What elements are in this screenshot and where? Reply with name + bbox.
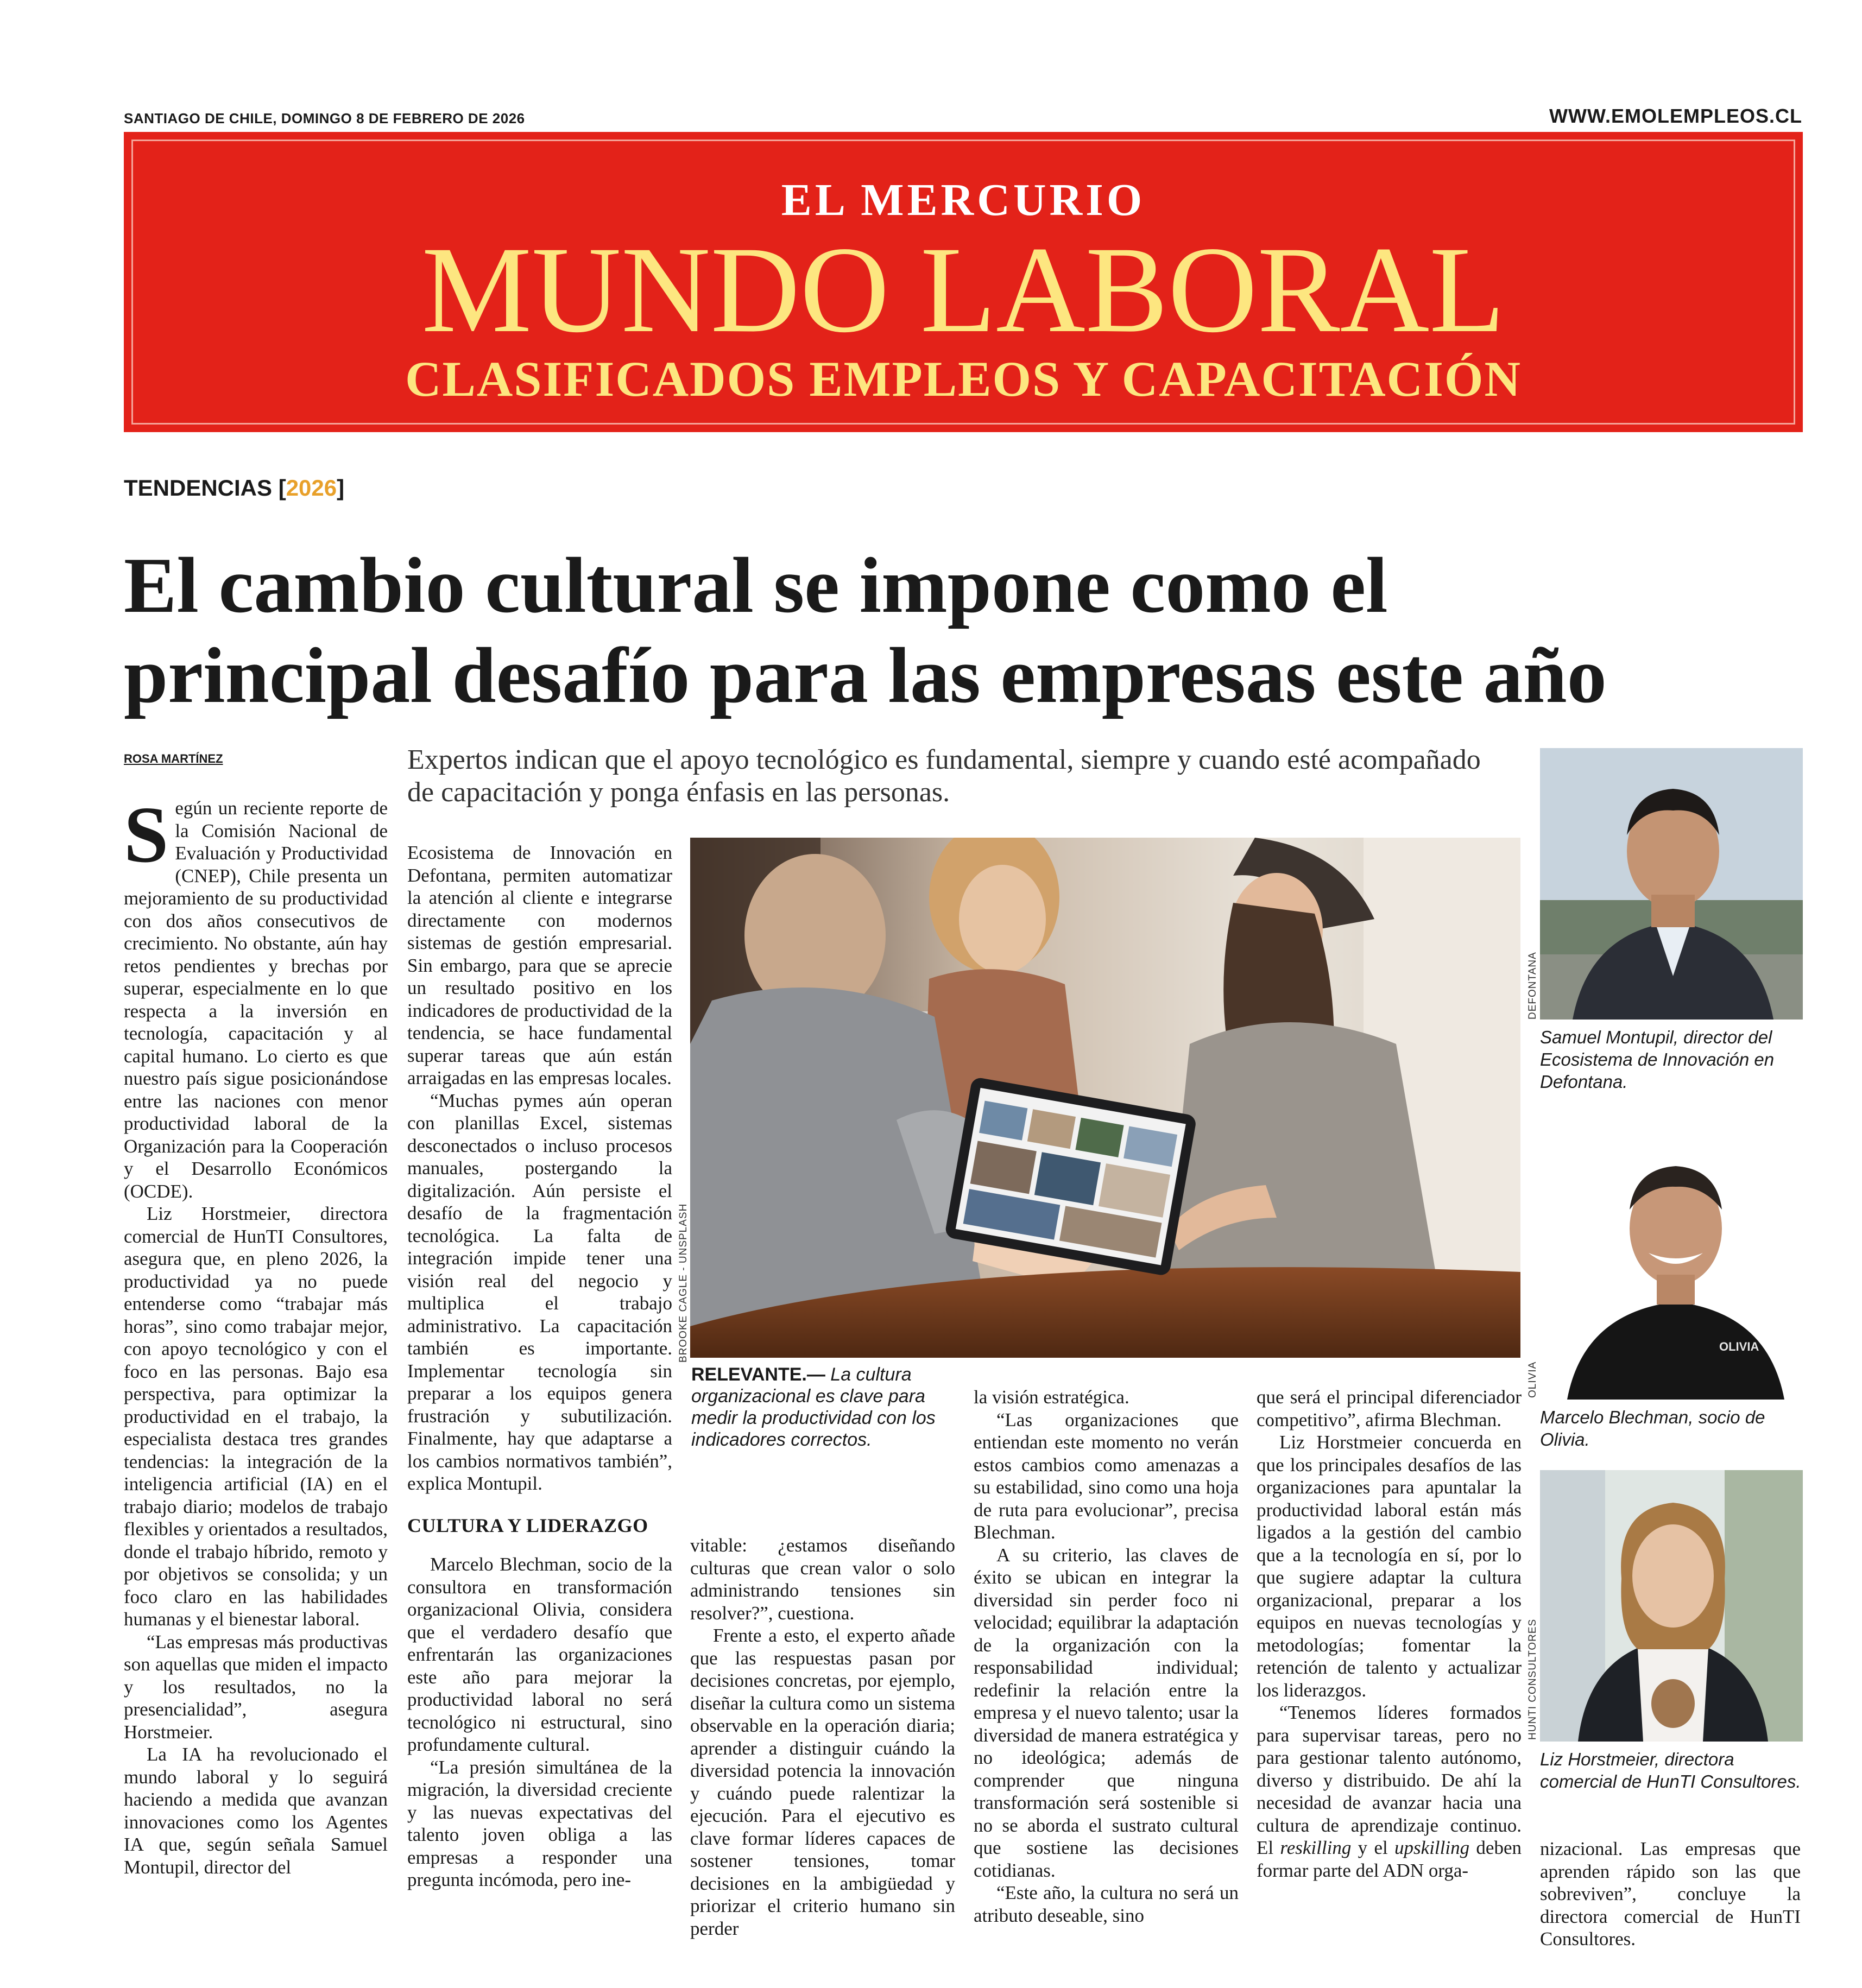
col2-paragraph-2: “Muchas pymes aún operan con planillas Excel, sistemas desconectados o incluso procesos manuales, postergando la digitalización. Aún persiste el desafío de la fragmentación tecnológica. La falta de integración impide tener una visión real del negocio y multiplica el trabajo administrativo. La capacitación también es importante. Implementar tecnología sin preparar a los equipos genera frustración y subutilización. Finalmente, hay que adaptarse a los cambios normativos también”, explica Montupil. (407, 1090, 672, 1494)
shirt-logo: OLIVIA (1719, 1340, 1759, 1353)
caption-text: La cultura organizacional es clave para medir la productividad con los indicadores correctos. (691, 1364, 936, 1450)
section-year: 2026 (286, 475, 337, 501)
masthead-title: MUNDO LABORAL (421, 221, 1505, 358)
portrait-3-illustration (1540, 1470, 1803, 1742)
col4-paragraph-3: A su criterio, las claves de éxito se ubican en integrar la diversidad sin perder foco ni velocidad; equilibrar la adaptación de la organización con la responsabilidad individual; redefinir la relación entre la empresa y el nuevo talento; usar la diversidad de manera estratégica y no ideológica; además de comprender que ninguna transformación será sostenible si no se aborda el sustrato cultural que sostiene las decisiones cotidianas. (974, 1544, 1239, 1881)
col5-p3-part-b: y el (1351, 1837, 1395, 1858)
portrait-1-credit: DEFONTANA (1527, 952, 1538, 1020)
dateline: SANTIAGO DE CHILE, DOMINGO 8 DE FEBRERO DE 2026 (124, 110, 525, 126)
col1-paragraph-3: “Las empresas más productivas son aquellas que miden el impacto y los resultados, no la presencialidad”, asegura Horstmeier. (124, 1631, 388, 1743)
section-bracket-open: [ (278, 475, 286, 501)
main-photo (690, 838, 1520, 1358)
caption-lead: RELEVANTE.— (691, 1364, 825, 1385)
portrait-2-credit: OLIVIA (1527, 1361, 1538, 1398)
col1-p1-text: egún un reciente reporte de la Comisión Nacional de Evaluación y Productividad (CNEP), Chile presenta un mejoramiento de su productividad con dos años consecutivos de crecimiento. No obstante, aún hay retos pendientes y brechas por superar, especialmente en lo que respecta a la inversión en tecnología, capacitación y al capital humano. Lo cierto es que nuestro país sigue posicionándose entre las naciones con menor productividad laboral de la Organización para la Cooperación y el Desarrollo Económicos (OCDE). (124, 797, 388, 1202)
col5-p3-part-a: “Tenemos líderes formados para supervisar tareas, pero no para gestionar talento autónomo, diverso y distribuido. De ahí la necesidad de avanzar hacia una cultura de aprendizaje continuo. El (1257, 1702, 1522, 1858)
col2-paragraph-4: “La presión simultánea de la migración, la diversidad creciente y las nuevas expectativas del talento joven obliga a las empresas a responder una pregunta incómoda, pero ine- (407, 1756, 672, 1890)
portrait-3-credit: HUNTI CONSULTORES (1527, 1618, 1538, 1740)
subhead-cultura-liderazgo: CULTURA Y LIDERAZGO (407, 1514, 648, 1536)
portrait-1-caption: Samuel Montupil, director del Ecosistema de Innovación en Defontana. (1540, 1027, 1775, 1092)
section-bracket-close: ] (337, 475, 345, 501)
drop-cap: S (124, 790, 169, 879)
col5-paragraph-1: que será el principal diferenciador competitivo”, afirma Blechman. (1257, 1386, 1522, 1430)
portrait-samuel-montupil (1540, 748, 1803, 1020)
headline (124, 540, 1818, 720)
article-column-2 (407, 841, 672, 1891)
col3-paragraph-2: Frente a esto, el experto añade que las respuestas pasan por decisiones concretas, por ejemplo, diseñar la cultura como un sistema observable en la operación diaria; aprender a distinguir cuándo la diversidad potencia la innovación y cuándo puede ralentizar la ejecución. Para el ejecutivo es clave formar líderes capaces de sostener tensiones, tomar decisiones en la ambigüedad y priorizar el criterio humano sin perder (690, 1625, 955, 1939)
article-column-3 (690, 1534, 955, 1940)
col5-p3-part-c: deben formar parte del ADN orga- (1257, 1837, 1522, 1881)
portrait-1-illustration (1540, 748, 1803, 1020)
portrait-3-caption: Liz Horstmeier, directora comercial de HunTI Consultores. (1540, 1749, 1801, 1791)
col4-paragraph-2: “Las organizaciones que entiendan este momento no verán estos cambios como amenazas a su estabilidad, sino como una hoja de ruta para evolucionar”, precisa Blechman. (974, 1409, 1239, 1543)
col2-paragraph-3: Marcelo Blechman, socio de la consultora en transformación organizacional Olivia, considera que el verdadero desafío que enfrentarán las organizaciones este año para mejorar la productividad laboral no será tecnológico ni estructural, sino profundamente cultural. (407, 1554, 672, 1755)
portrait-liz-horstmeier (1540, 1470, 1803, 1742)
col3-paragraph-1: vitable: ¿estamos diseñando culturas que crean valor o solo administrando tensiones sin resolver?”, cuestiona. (690, 1535, 955, 1624)
main-photo-credit: BROOKE CAGLE - UNSPLASH (678, 1203, 689, 1363)
col5-p3-upskilling: upskilling (1394, 1837, 1470, 1858)
col1-paragraph-1 (124, 790, 388, 1202)
col4-paragraph-1: la visión estratégica. (974, 1386, 1129, 1408)
portrait-2-caption: Marcelo Blechman, socio de Olivia. (1540, 1407, 1765, 1449)
col5-paragraph-3 (1257, 1701, 1522, 1882)
col1-paragraph-4: La IA ha revolucionado el mundo laboral y lo seguirá haciendo a medida que avanzan innovaciones como los Agentes IA que, según señala Samuel Montupil, director del (124, 1744, 388, 1878)
article-column-1 (124, 790, 388, 1878)
article-column-6 (1540, 1838, 1801, 1951)
masthead (124, 132, 1803, 432)
col5-paragraph-2: Liz Horstmeier concuerda en que los principales desafíos de las organizaciones para apuntalar la productividad laboral están más ligados a la gestión del cambio que a la tecnología en sí, por lo que sugiere adaptar la cultura organizacional, preparar a los equipos en nuevas tecnologías y metodologías; fomentar la retención de talento y actualizar los liderazgos. (1257, 1432, 1522, 1701)
main-photo-caption (691, 1364, 952, 1451)
masthead-border (131, 140, 1795, 425)
col4-paragraph-4: “Este año, la cultura no será un atributo deseable, sino (974, 1882, 1239, 1926)
section-name: TENDENCIAS (124, 475, 273, 501)
headline-line-2: principal desafío para las empresas este año (124, 631, 1607, 719)
col6-paragraph-1: nizacional. Las empresas que aprenden rápido son las que sobreviven”, concluye la directora comercial de HunTI Consultores. (1540, 1838, 1801, 1949)
col1-paragraph-2: Liz Horstmeier, directora comercial de HunTI Consultores, asegura que, en pleno 2026, la productividad ya no puede entenderse como “trabajar más horas”, sino como trabajar mejor, con apoyo tecnológico y con el foco en las personas. Bajo esa perspectiva, para optimizar la productividad en el trabajo, la especialista destaca tres grandes tendencias: la integración de la inteligencia artificial (IA) en el trabajo diario; modelos de trabajo flexibles y orientados a resultados, donde el trabajo híbrido, remoto y por objetivos se consolida; y un foco claro en las habilidades humanas y el bienestar laboral. (124, 1203, 388, 1630)
deck: Expertos indican que el apoyo tecnológico es fundamental, siempre y cuando esté acompañado de capacitación y ponga énfasis en las personas. (407, 744, 1481, 808)
byline: ROSA MARTÍNEZ (124, 752, 223, 765)
headline-line-1: El cambio cultural se impone como el (124, 541, 1388, 629)
masthead-brand: EL MERCURIO (781, 175, 1146, 225)
article-column-5 (1257, 1386, 1522, 1882)
col2-paragraph-1: Ecosistema de Innovación en Defontana, permiten automatizar la atención al cliente e integrarse directamente con modernos sistemas de gestión empresarial. Sin embargo, para que se aprecie un resultado positivo en los indicadores de productividad de la tendencia, se hace fundamental superar tareas que aún están arraigadas en las empresas locales. (407, 842, 672, 1088)
website-link[interactable]: WWW.EMOLEMPLEOS.CL (1549, 105, 1802, 127)
portrait-2-illustration (1540, 1128, 1803, 1400)
portrait-marcelo-blechman (1540, 1128, 1803, 1400)
section-tag (124, 475, 344, 501)
article-column-4 (974, 1386, 1239, 1927)
col5-p3-reskilling: reskilling (1280, 1837, 1352, 1858)
masthead-subtitle: CLASIFICADOS EMPLEOS Y CAPACITACIÓN (405, 351, 1522, 407)
main-photo-illustration (690, 838, 1520, 1358)
